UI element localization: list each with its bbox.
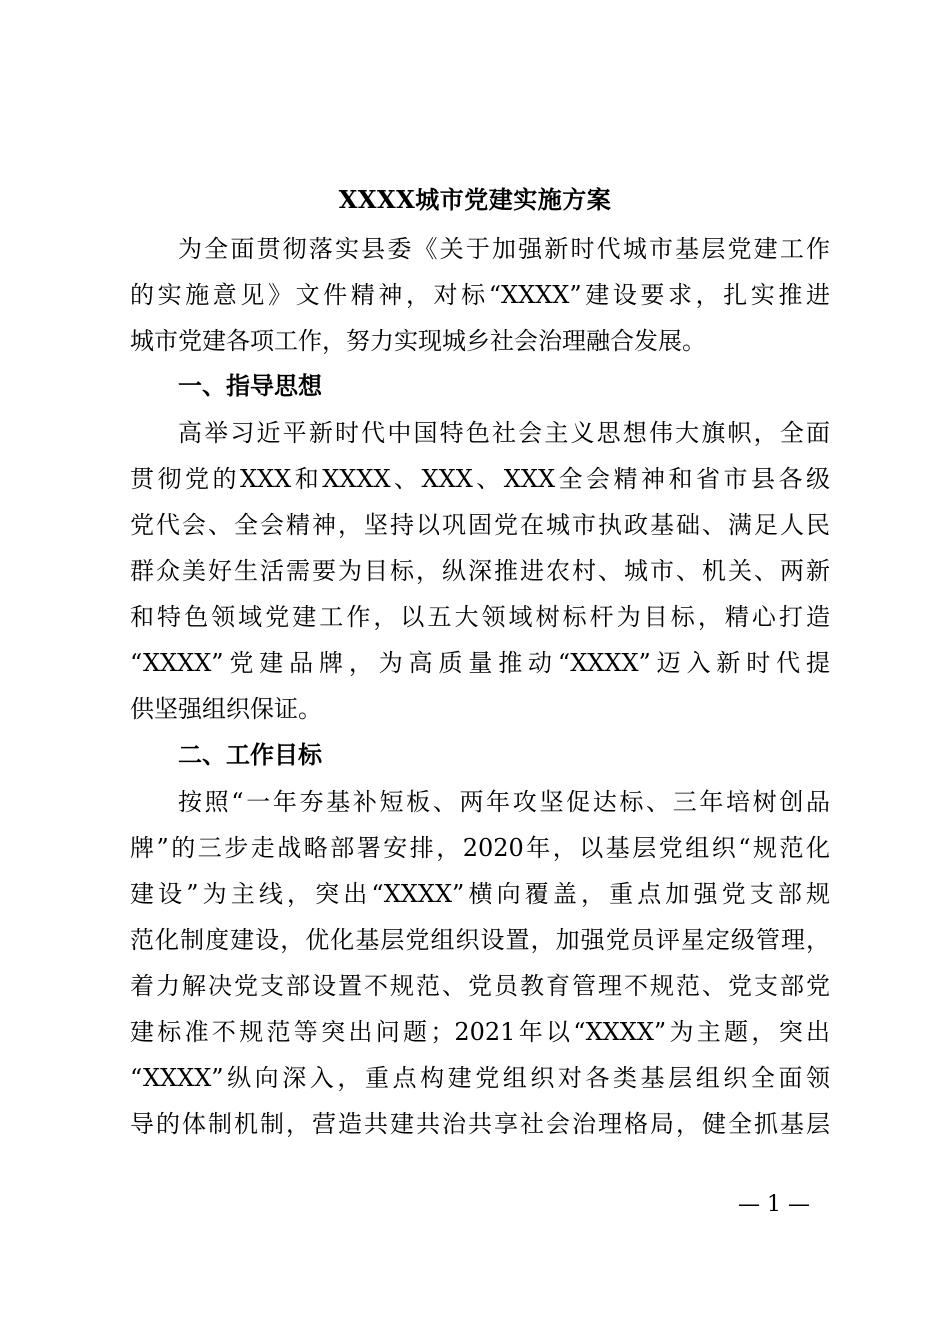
paragraph-line: 着力解决党支部设置不规范、党员教育管理不规范、党支部党 <box>130 972 830 1000</box>
paragraph-line: 牌”的三步走战略部署安排，2020年，以基层党组织“规范化 <box>130 834 830 862</box>
page-number: — 1 — <box>738 1192 810 1217</box>
intro-line: 的实施意见》文件精神，对标“XXXX”建设要求，扎实推进 <box>130 281 830 309</box>
paragraph-line: 供坚强组织保证。 <box>130 695 322 723</box>
paragraph-line: 建标准不规范等突出问题；2021年以“XXXX”为主题，突出 <box>130 1018 830 1046</box>
paragraph-line: “XXXX”党建品牌，为高质量推动“XXXX”迈入新时代提 <box>130 649 830 677</box>
paragraph-line: 党代会、全会精神，坚持以巩固党在城市执政基础、满足人民 <box>130 511 830 539</box>
intro-line: 城市党建各项工作，努力实现城乡社会治理融合发展。 <box>130 327 706 355</box>
paragraph-line: “XXXX”纵向深入，重点构建党组织对各类基层组织全面领 <box>130 1064 830 1092</box>
document-title: XXXX城市党建实施方案 <box>338 185 612 214</box>
paragraph-line: 建设”为主线，突出“XXXX”横向覆盖，重点加强党支部规 <box>130 880 830 908</box>
paragraph-line: 贯彻党的XXX和XXXX、XXX、XXX全会精神和省市县各级 <box>130 465 830 493</box>
paragraph-line: 和特色领域党建工作，以五大领域树标杆为目标，精心打造 <box>130 603 830 631</box>
intro-line: 为全面贯彻落实县委《关于加强新时代城市基层党建工作 <box>178 235 830 263</box>
section-heading-work-goals: 二、工作目标 <box>178 741 322 769</box>
section-heading-guiding-ideology: 一、指导思想 <box>178 372 322 400</box>
paragraph-line: 按照“一年夯基补短板、两年攻坚促达标、三年培树创品 <box>178 788 830 816</box>
paragraph-line: 高举习近平新时代中国特色社会主义思想伟大旗帜，全面 <box>178 419 830 447</box>
paragraph-line: 范化制度建设，优化基层党组织设置，加强党员评星定级管理， <box>130 926 830 954</box>
paragraph-line: 群众美好生活需要为目标，纵深推进农村、城市、机关、两新 <box>130 557 830 585</box>
paragraph-line: 导的体制机制，营造共建共治共享社会治理格局，健全抓基层 <box>130 1110 830 1138</box>
